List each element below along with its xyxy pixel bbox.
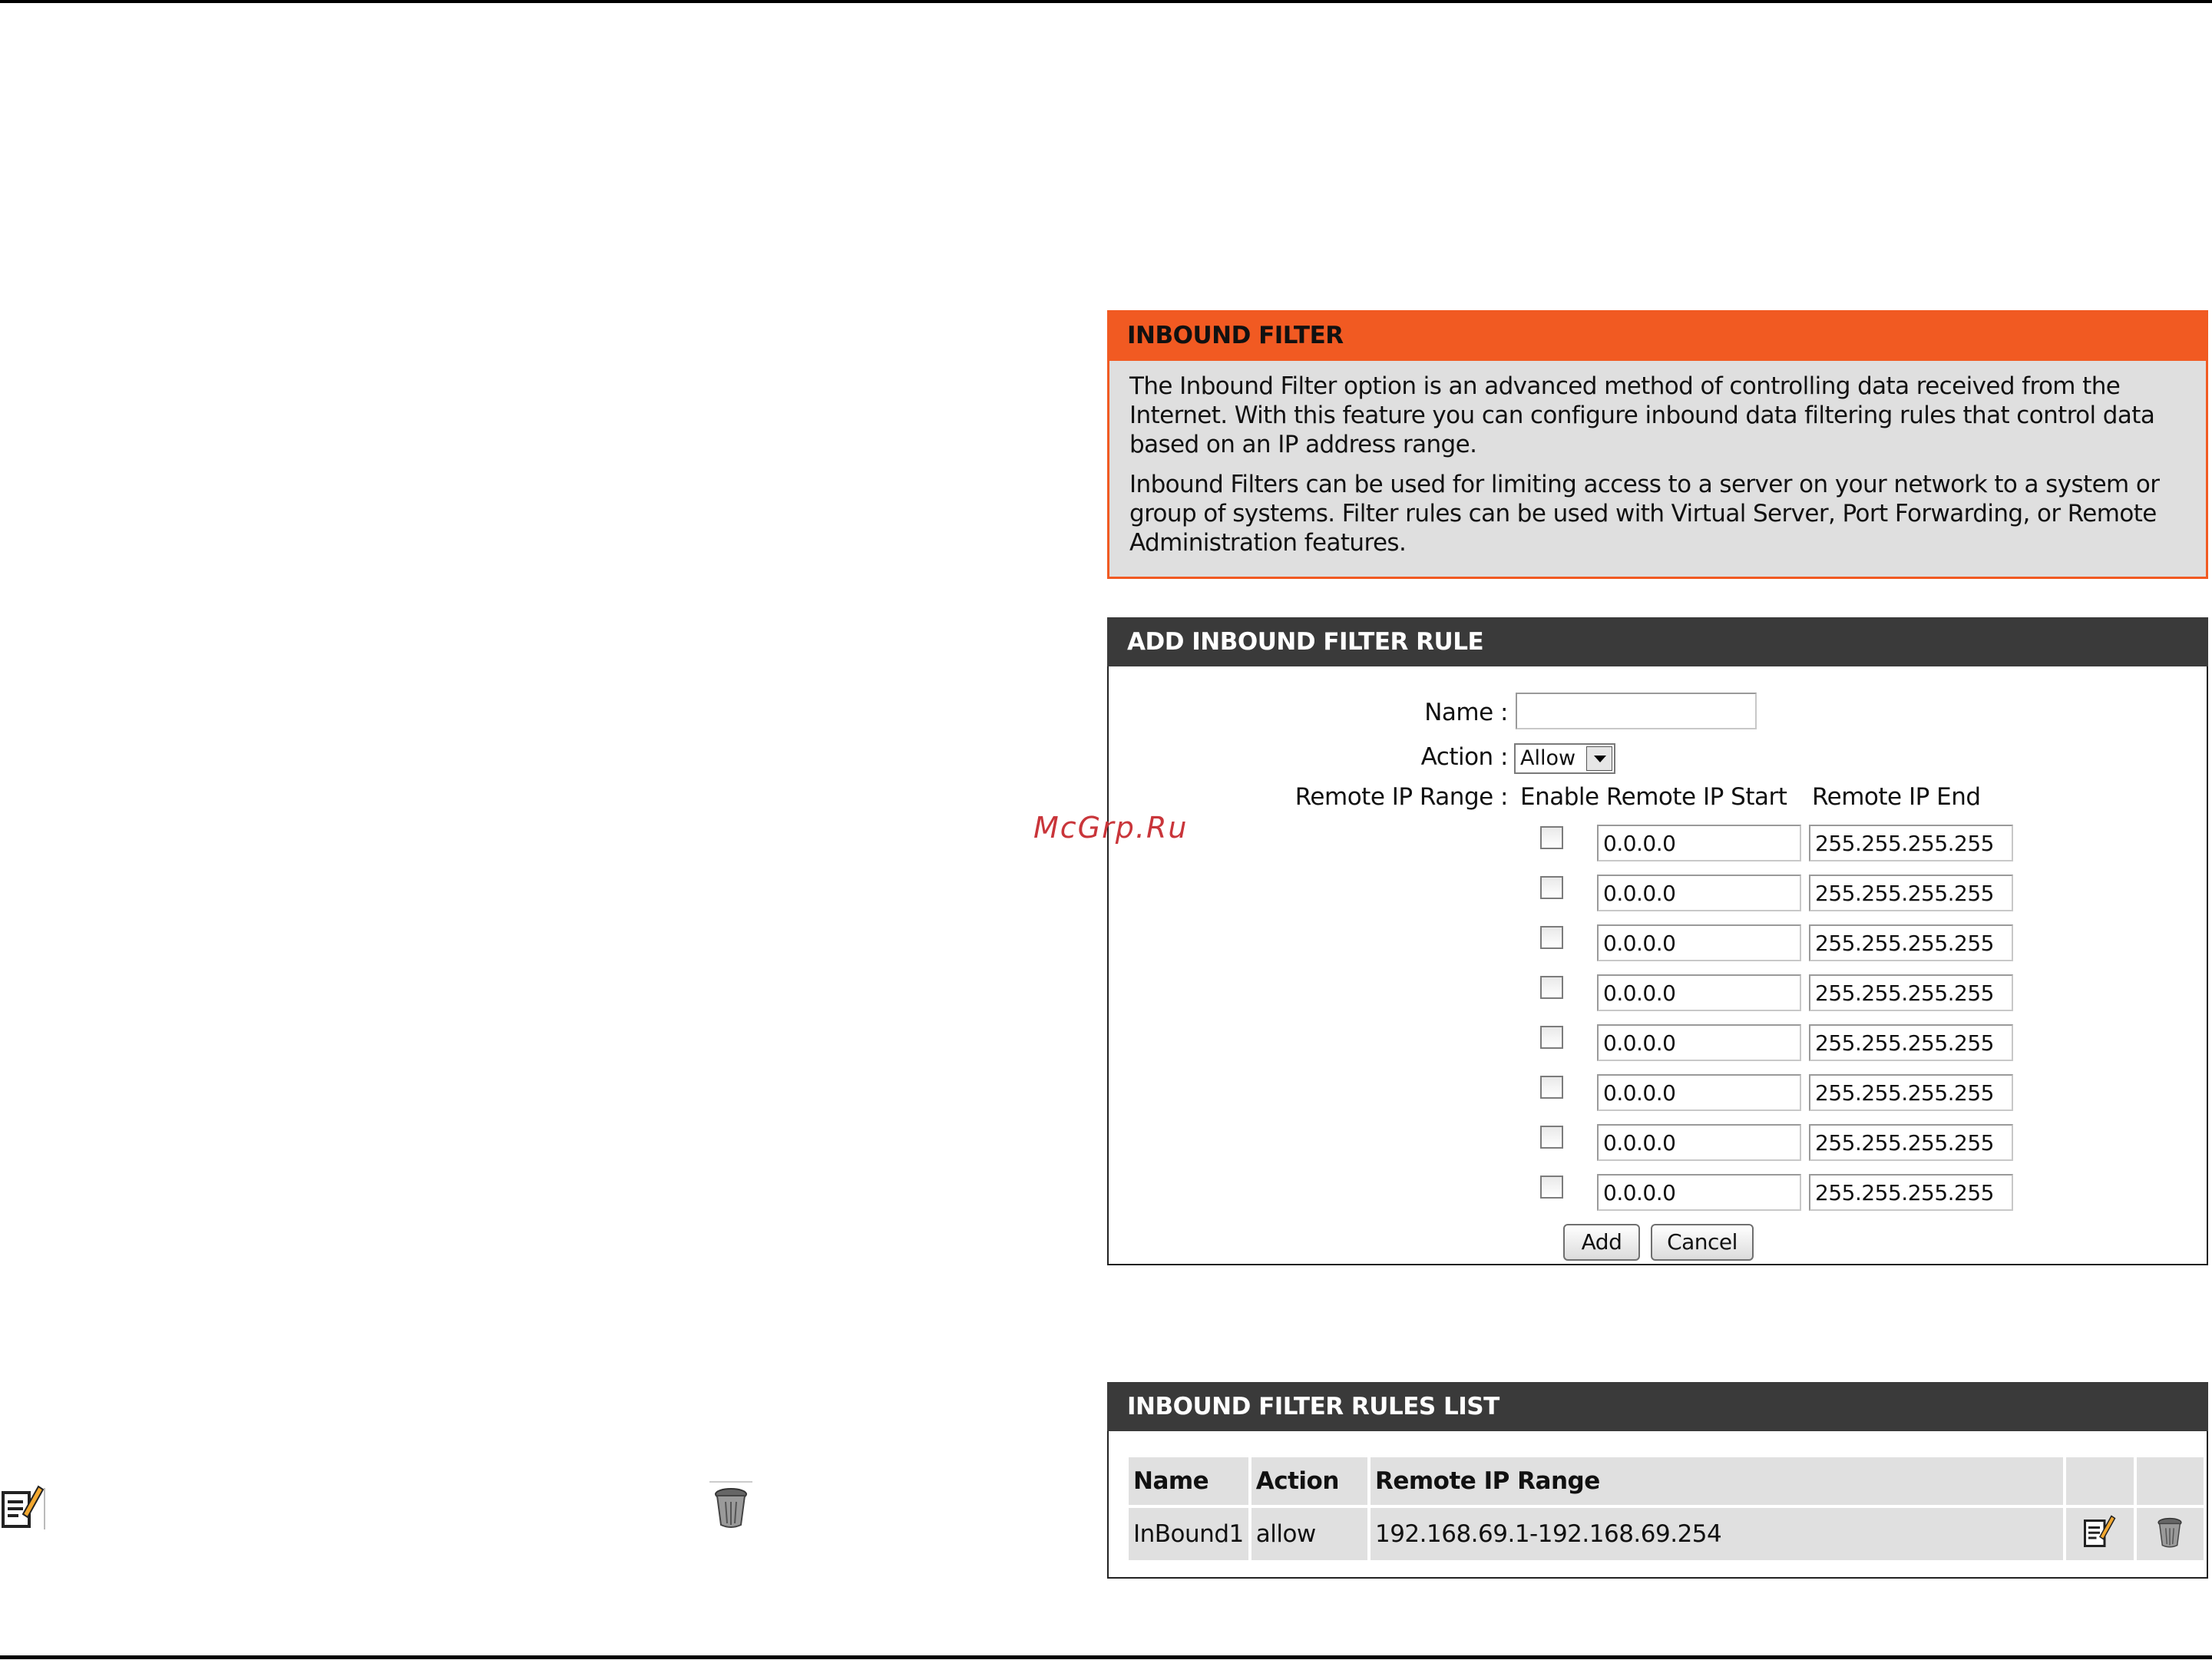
add-rule-title: ADD INBOUND FILTER RULE bbox=[1107, 617, 2208, 666]
chevron-down-icon[interactable] bbox=[1586, 746, 1612, 771]
remote-ip-start-input[interactable] bbox=[1597, 1074, 1801, 1111]
cancel-button[interactable]: Cancel bbox=[1651, 1224, 1754, 1261]
remote-ip-start-input[interactable] bbox=[1597, 825, 1801, 861]
remote-ip-start-input[interactable] bbox=[1597, 1124, 1801, 1161]
table-row bbox=[1129, 1508, 2204, 1560]
info-paragraph-1: The Inbound Filter option is an advanced method of controlling data received from the Internet. With this feature you can configure inbound data filtering rules that control data based on an IP address range. bbox=[1129, 372, 2155, 458]
rule-range-cell: 192.168.69.1-192.168.69.254 bbox=[1371, 1508, 2063, 1560]
col-enable-header: Enable bbox=[1520, 783, 1599, 811]
remote-ip-range-label: Remote IP Range : bbox=[1294, 783, 1508, 811]
table-header-row bbox=[1129, 1457, 2204, 1505]
delete-rule-button[interactable] bbox=[2137, 1508, 2204, 1560]
remote-ip-end-input[interactable] bbox=[1809, 875, 2013, 911]
enable-checkbox[interactable] bbox=[1540, 1026, 1563, 1049]
enable-checkbox[interactable] bbox=[1540, 976, 1563, 999]
remote-ip-end-input[interactable] bbox=[1809, 825, 2013, 861]
info-paragraph-2: Inbound Filters can be used for limiting access to a server on your network to a system or group of systems. Filter rules can be used with Virtual Server, Port Forwarding, or Remote Administration features. bbox=[1129, 471, 2160, 557]
enable-checkbox[interactable] bbox=[1540, 826, 1563, 849]
remote-ip-end-input[interactable] bbox=[1809, 924, 2013, 961]
trash-icon bbox=[708, 1479, 754, 1533]
rules-table bbox=[1126, 1454, 2207, 1563]
action-select[interactable] bbox=[1514, 743, 1615, 774]
edit-icon bbox=[0, 1482, 46, 1531]
add-button[interactable]: Add bbox=[1563, 1224, 1640, 1261]
enable-checkbox[interactable] bbox=[1540, 1126, 1563, 1149]
remote-ip-start-input[interactable] bbox=[1597, 1174, 1801, 1211]
enable-checkbox[interactable] bbox=[1540, 1176, 1563, 1199]
edit-icon[interactable] bbox=[2081, 1513, 2118, 1549]
remote-ip-start-input[interactable] bbox=[1597, 974, 1801, 1011]
name-label: Name : bbox=[1424, 699, 1508, 726]
remote-ip-end-input[interactable] bbox=[1809, 1024, 2013, 1061]
remote-ip-start-input[interactable] bbox=[1597, 1024, 1801, 1061]
col-action-header: Action bbox=[1251, 1457, 1367, 1505]
name-input[interactable] bbox=[1516, 693, 1757, 729]
col-remote-ip-range-header: Remote IP Range bbox=[1371, 1457, 2063, 1505]
remote-ip-start-input[interactable] bbox=[1597, 924, 1801, 961]
remote-ip-end-input[interactable] bbox=[1809, 1174, 2013, 1211]
col-edit-header bbox=[2066, 1457, 2133, 1505]
top-border-line bbox=[0, 0, 2212, 3]
inbound-filter-info-panel bbox=[1107, 310, 2208, 579]
inbound-filter-rules-list-panel bbox=[1107, 1382, 2208, 1579]
remote-ip-start-input[interactable] bbox=[1597, 875, 1801, 911]
enable-checkbox[interactable] bbox=[1540, 876, 1563, 899]
enable-checkbox[interactable] bbox=[1540, 926, 1563, 949]
info-panel-title: INBOUND FILTER bbox=[1107, 310, 2208, 361]
edit-rule-button[interactable] bbox=[2066, 1508, 2133, 1560]
col-delete-header bbox=[2137, 1457, 2204, 1505]
rules-list-title: INBOUND FILTER RULES LIST bbox=[1107, 1382, 2208, 1431]
add-inbound-filter-rule-panel bbox=[1107, 617, 2208, 1265]
remote-ip-end-input[interactable] bbox=[1809, 974, 2013, 1011]
trash-icon[interactable] bbox=[2151, 1511, 2188, 1551]
col-remote-ip-end-header: Remote IP End bbox=[1812, 783, 1981, 811]
action-select-value: Allow bbox=[1520, 746, 1576, 770]
rule-action-cell: allow bbox=[1251, 1508, 1367, 1560]
bottom-border-line bbox=[0, 1655, 2212, 1659]
remote-ip-end-input[interactable] bbox=[1809, 1124, 2013, 1161]
col-name-header: Name bbox=[1129, 1457, 1248, 1505]
enable-checkbox[interactable] bbox=[1540, 1076, 1563, 1099]
watermark: McGrp.Ru bbox=[1033, 811, 1189, 845]
remote-ip-end-input[interactable] bbox=[1809, 1074, 2013, 1111]
action-label: Action : bbox=[1420, 743, 1508, 771]
rule-name-cell: InBound1 bbox=[1129, 1508, 1248, 1560]
col-remote-ip-start-header: Remote IP Start bbox=[1606, 783, 1787, 811]
